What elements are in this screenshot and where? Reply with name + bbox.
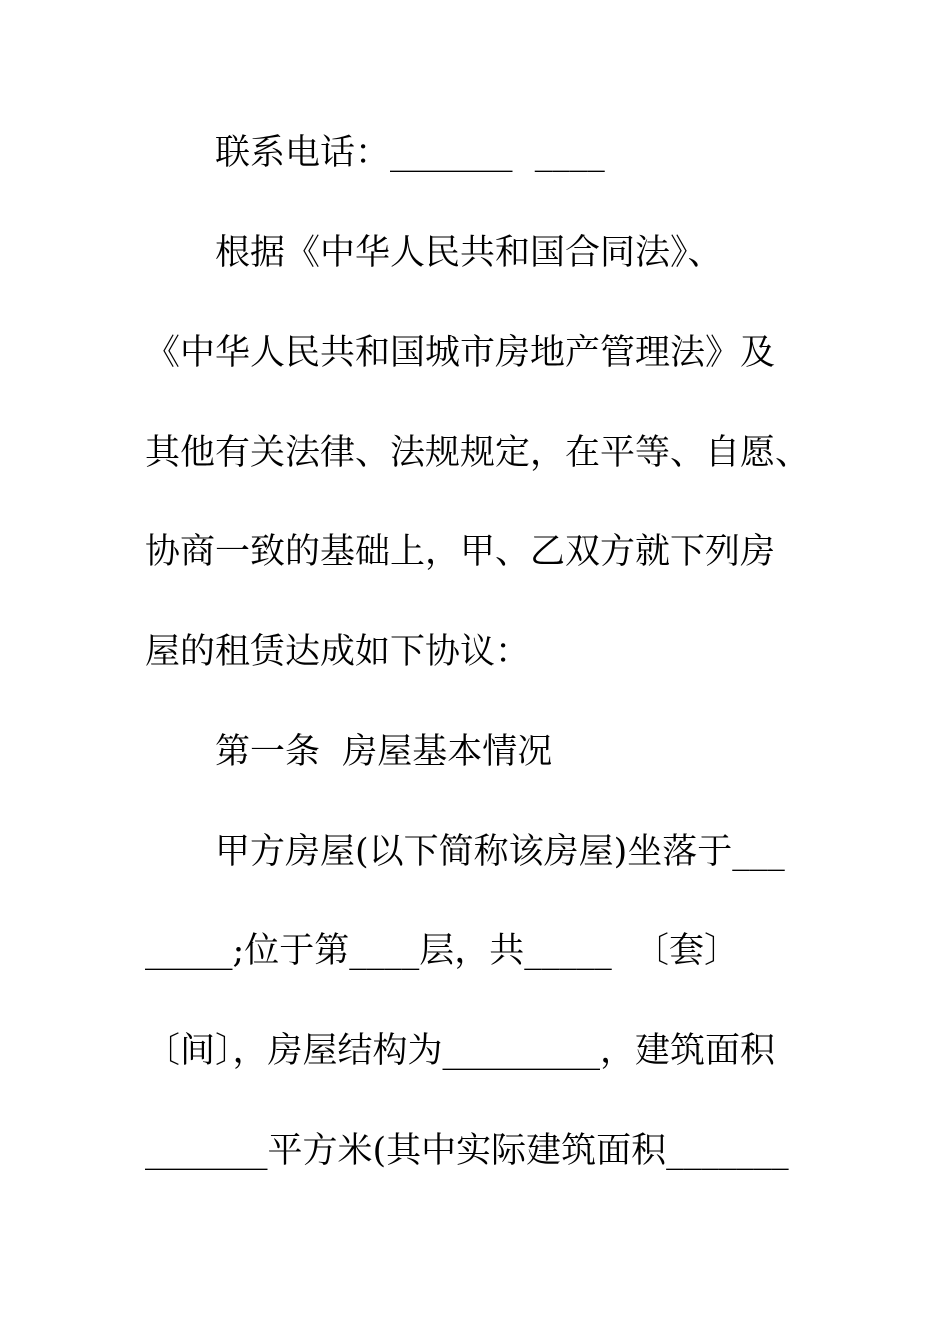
paragraph-line: _______平方米(其中实际建筑面积_______ <box>145 1131 789 1171</box>
paragraph-line: 甲方房屋(以下简称该房屋)坐落于___ <box>215 832 785 872</box>
paragraph-line: 协商一致的基础上，甲、乙双方就下列房 <box>145 532 776 572</box>
paragraph-line: 《中华人民共和国城市房地产管理法》及 <box>145 333 776 373</box>
paragraph-line: 屋的租赁达成如下协议： <box>145 632 531 672</box>
paragraph-line: 其他有关法律、法规规定，在平等、自愿、 <box>145 433 811 473</box>
paragraph-line: _____;位于第____层，共_____ 〔套〕 <box>145 931 740 971</box>
article-heading: 第一条 房屋基本情况 <box>215 732 553 772</box>
contact-phone-line: 联系电话：_______ ____ <box>215 133 605 173</box>
paragraph-line: 〔间〕，房屋结构为_________，建筑面积 <box>145 1031 776 1071</box>
paragraph-line: 根据《中华人民共和国合同法》、 <box>215 233 723 273</box>
